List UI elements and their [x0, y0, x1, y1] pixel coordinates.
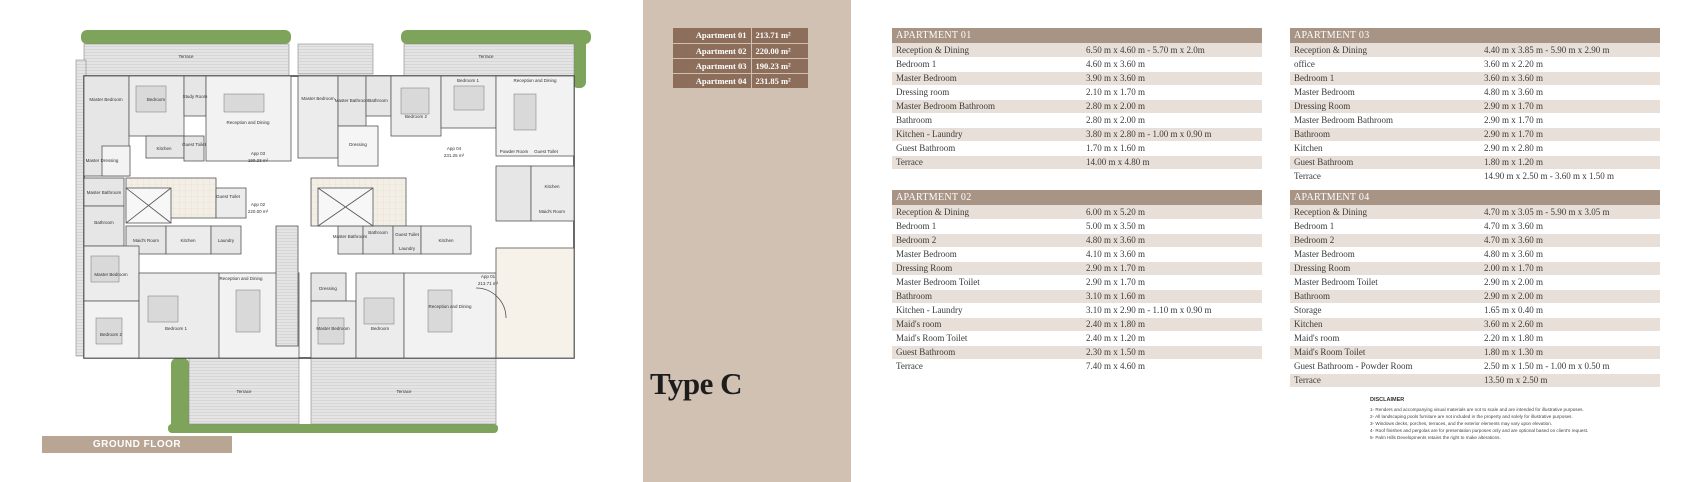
terrace-top-right — [404, 44, 574, 76]
room-size: 2.90 m x 1.70 m — [1480, 113, 1660, 127]
label-room: Master Bathroom — [332, 234, 368, 239]
label-terrace: Terrace — [478, 54, 494, 59]
room-size: 2.80 m x 2.00 m — [1082, 99, 1262, 113]
room-name: Master Bedroom Bathroom — [892, 99, 1082, 113]
label-room: Bedroom 1 — [164, 326, 188, 331]
label-room: Master Bedroom — [94, 272, 128, 277]
room-name: Terrace — [892, 155, 1082, 169]
label-app03: App 03 — [250, 151, 266, 156]
room-name: Bedroom 1 — [892, 219, 1082, 233]
room-size: 2.50 m x 1.50 m - 1.00 m x 0.50 m — [1480, 359, 1660, 373]
table-row — [1290, 57, 1660, 71]
room-size: 1.80 m x 1.20 m — [1480, 155, 1660, 169]
label-room: Laundry — [217, 238, 235, 243]
table-row — [1290, 261, 1660, 275]
label-room: Master Bedroom — [316, 326, 350, 331]
room-size: 1.70 m x 1.60 m — [1082, 141, 1262, 155]
label-room: Bedroom 2 — [99, 332, 123, 337]
room-name: Terrace — [1290, 169, 1480, 183]
room-name: Master Bedroom — [1290, 85, 1480, 99]
table-row — [1290, 317, 1660, 331]
label-room: Reception and Dining — [219, 276, 263, 281]
room-name: Guest Bathroom — [892, 141, 1082, 155]
table-row — [892, 345, 1262, 359]
label-room: Maid's Room — [538, 209, 566, 214]
room-name: Kitchen - Laundry — [892, 127, 1082, 141]
table-row — [1290, 345, 1660, 359]
room-size: 14.90 m x 2.50 m - 3.60 m x 1.50 m — [1480, 169, 1660, 183]
label-app02-area: 220.00 m² — [247, 209, 269, 214]
table-row — [892, 289, 1262, 303]
room-size: 2.90 m x 2.00 m — [1480, 289, 1660, 303]
room-size: 6.00 m x 5.20 m — [1082, 205, 1262, 219]
room-name: office — [1290, 57, 1480, 71]
label-room: Maid's Room — [132, 238, 160, 243]
room-name: Guest Bathroom — [892, 345, 1082, 359]
room-name: Dressing Room — [892, 261, 1082, 275]
table-row — [1290, 233, 1660, 247]
room-name: Dressing room — [892, 85, 1082, 99]
area-size: 213.71 m² — [751, 28, 808, 43]
room-name: Bathroom — [1290, 127, 1480, 141]
room-size: 1.65 m x 0.40 m — [1480, 303, 1660, 317]
table-row — [892, 57, 1262, 71]
room-name: Master Bedroom Toilet — [1290, 275, 1480, 289]
label-room: Bedroom — [146, 97, 166, 102]
label-room: Bedroom 2 — [404, 114, 428, 119]
table-row — [1290, 289, 1660, 303]
label-room: Master Bedroom — [301, 96, 335, 101]
area-name: Apartment 02 — [673, 43, 751, 58]
table-row — [892, 275, 1262, 289]
label-room: Kitchen — [156, 146, 172, 151]
label-room: Reception and Dining — [513, 78, 557, 83]
apartment-02-table — [892, 190, 1262, 374]
room-size: 4.70 m x 3.05 m - 5.90 m x 3.05 m — [1480, 205, 1660, 219]
area-summary-table — [673, 28, 808, 89]
disclaimer-title: DISCLAIMER — [1370, 397, 1405, 403]
table-row — [1290, 275, 1660, 289]
label-room: Master Bedroom — [89, 97, 123, 102]
room-size: 3.10 m x 1.60 m — [1082, 289, 1262, 303]
label-room: Guest Toilet — [216, 194, 240, 199]
table-row — [1290, 331, 1660, 345]
table-row — [673, 43, 808, 58]
room-size: 6.50 m x 4.60 m - 5.70 m x 2.0m — [1082, 43, 1262, 57]
label-room: Guest Toilet — [182, 142, 206, 147]
room-size: 4.60 m x 3.60 m — [1082, 57, 1262, 71]
room-size: 2.40 m x 1.80 m — [1082, 317, 1262, 331]
room-name: Maid's room — [892, 317, 1082, 331]
table-row — [1290, 247, 1660, 261]
table-row — [1290, 303, 1660, 317]
room-name: Guest Bathroom — [1290, 155, 1480, 169]
room-name: Maid's room — [1290, 331, 1480, 345]
table-row — [673, 73, 808, 88]
room-name: Bathroom — [1290, 289, 1480, 303]
room-size: 4.70 m x 3.60 m — [1480, 219, 1660, 233]
table-row — [1290, 205, 1660, 219]
room-name: Maid's Room Toilet — [892, 331, 1082, 345]
label-room: Master Bathroom — [86, 190, 122, 195]
table-row — [892, 85, 1262, 99]
label-room: Bathroom — [94, 220, 114, 225]
table-row — [892, 233, 1262, 247]
label-room: Bedroom — [370, 326, 390, 331]
room-size: 2.90 m x 2.00 m — [1480, 275, 1660, 289]
label-room: Powder Room — [499, 149, 529, 154]
room-size: 4.10 m x 3.60 m — [1082, 247, 1262, 261]
room-name: Storage — [1290, 303, 1480, 317]
room-size: 5.00 m x 3.50 m — [1082, 219, 1262, 233]
label-room: Bathroom — [368, 98, 388, 103]
room-size: 3.60 m x 2.20 m — [1480, 57, 1660, 71]
label-room: Kitchen — [180, 238, 196, 243]
room-size: 2.90 m x 1.70 m — [1082, 275, 1262, 289]
disclaimer-line: 2- All landscaping pools furniture are not included in the property and solely for illustrative purposes. — [1370, 414, 1573, 419]
label-room: Bedroom 1 — [456, 78, 480, 83]
table-row — [892, 303, 1262, 317]
table-row — [673, 28, 808, 43]
room-size: 2.00 m x 1.70 m — [1480, 261, 1660, 275]
room-size: 2.40 m x 1.20 m — [1082, 331, 1262, 345]
room-size: 7.40 m x 4.60 m — [1082, 359, 1262, 373]
room-name: Terrace — [1290, 373, 1480, 387]
room-size: 2.90 m x 1.70 m — [1480, 99, 1660, 113]
room-size: 2.80 m x 2.00 m — [1082, 113, 1262, 127]
disclaimer-line: 1- Renders and accompanying visual materials are not to scale and are intended for illustrative purposes. — [1370, 407, 1584, 412]
label-room: Dressing — [319, 286, 337, 291]
area-name: Apartment 04 — [673, 73, 751, 88]
table-row — [1290, 373, 1660, 387]
room-name: Bedroom 1 — [1290, 71, 1480, 85]
room-size: 3.80 m x 2.80 m - 1.00 m x 0.90 m — [1082, 127, 1262, 141]
room-name: Kitchen - Laundry — [892, 303, 1082, 317]
area-size: 220.00 m² — [751, 43, 808, 58]
table-row — [892, 71, 1262, 85]
room-size: 2.90 m x 1.70 m — [1082, 261, 1262, 275]
table-row — [892, 141, 1262, 155]
table-row — [1290, 43, 1660, 57]
area-name: Apartment 01 — [673, 28, 751, 43]
table-row — [1290, 141, 1660, 155]
room-size: 2.10 m x 1.70 m — [1082, 85, 1262, 99]
room-name: Terrace — [892, 359, 1082, 373]
table-row — [1290, 169, 1660, 183]
room-name: Master Bedroom Toilet — [892, 275, 1082, 289]
area-name: Apartment 03 — [673, 58, 751, 73]
table-row — [892, 113, 1262, 127]
disclaimer-line: 3- Windows decks, porches, terraces, and the exterior elements may vary upon elevation. — [1370, 421, 1553, 426]
table-row — [1290, 99, 1660, 113]
room-size: 1.80 m x 1.30 m — [1480, 345, 1660, 359]
room-size: 4.40 m x 3.85 m - 5.90 m x 2.90 m — [1480, 43, 1660, 57]
room-name: Dressing Room — [1290, 99, 1480, 113]
table-row — [892, 359, 1262, 373]
room-name: Bathroom — [892, 113, 1082, 127]
room-size: 3.10 m x 2.90 m - 1.10 m x 0.90 m — [1082, 303, 1262, 317]
table-row — [1290, 127, 1660, 141]
room-size: 13.50 m x 2.50 m — [1480, 373, 1660, 387]
table-row — [1290, 113, 1660, 127]
table-row — [892, 155, 1262, 169]
room-name: Bedroom 1 — [1290, 219, 1480, 233]
room-size: 3.60 m x 2.60 m — [1480, 317, 1660, 331]
apartment-04-table — [1290, 190, 1660, 388]
label-app02: App 02 — [250, 202, 266, 207]
label-room: Laundry — [398, 246, 416, 251]
label-terrace: Terrace — [236, 389, 252, 394]
table-row — [892, 331, 1262, 345]
room-size: 4.80 m x 3.60 m — [1480, 247, 1660, 261]
label-app03-area: 190.23 m² — [247, 158, 269, 163]
label-room: Master Dressing — [85, 158, 119, 163]
room-name: Dressing Room — [1290, 261, 1480, 275]
table-row — [1290, 359, 1660, 373]
table-title: APARTMENT 01 — [892, 28, 1262, 43]
table-title: APARTMENT 04 — [1290, 190, 1660, 205]
room-size: 2.90 m x 2.80 m — [1480, 141, 1660, 155]
type-title: Type C — [650, 366, 743, 401]
room-size: 3.90 m x 3.60 m — [1082, 71, 1262, 85]
label-app04: App 04 — [446, 146, 462, 151]
label-room: Reception and Dining — [226, 120, 270, 125]
room-size: 2.90 m x 1.70 m — [1480, 127, 1660, 141]
room-name: Bedroom 2 — [1290, 233, 1480, 247]
terrace-top-left — [84, 44, 289, 76]
room-name: Guest Bathroom - Powder Room — [1290, 359, 1480, 373]
room-name: Master Bedroom Bathroom — [1290, 113, 1480, 127]
label-app01-area: 213.71 m² — [477, 281, 499, 286]
table-row — [1290, 155, 1660, 169]
room-size: 4.70 m x 3.60 m — [1480, 233, 1660, 247]
label-room: Study Room — [182, 94, 208, 99]
label-app04-area: 231.25 m² — [443, 153, 465, 158]
table-row — [673, 58, 808, 73]
table-row — [1290, 85, 1660, 99]
disclaimer — [1370, 397, 1660, 441]
room-name: Kitchen — [1290, 317, 1480, 331]
disclaimer-line: 5- Palm Hills Developments retains the right to make alterations. — [1370, 435, 1501, 440]
label-room: Bathroom — [368, 230, 388, 235]
room-name: Bedroom 2 — [892, 233, 1082, 247]
table-title: APARTMENT 03 — [1290, 28, 1660, 43]
apartment-03-table — [1290, 28, 1660, 184]
ground-floor-plan — [36, 28, 611, 433]
room-size: 4.80 m x 3.60 m — [1082, 233, 1262, 247]
room-name: Reception & Dining — [1290, 205, 1480, 219]
table-row — [892, 127, 1262, 141]
table-title: APARTMENT 02 — [892, 190, 1262, 205]
area-size: 231.85 m² — [751, 73, 808, 88]
label-room: Guest Toilet — [534, 149, 558, 154]
apartment-01-table — [892, 28, 1262, 170]
room-size: 2.30 m x 1.50 m — [1082, 345, 1262, 359]
room-name: Reception & Dining — [892, 205, 1082, 219]
room-size: 4.80 m x 3.60 m — [1480, 85, 1660, 99]
label-room: Kitchen — [544, 184, 560, 189]
table-row — [892, 205, 1262, 219]
table-row — [1290, 219, 1660, 233]
room-name: Reception & Dining — [892, 43, 1082, 57]
table-row — [892, 247, 1262, 261]
room-name: Master Bedroom — [1290, 247, 1480, 261]
room-name: Bedroom 1 — [892, 57, 1082, 71]
disclaimer-line: 4- Roof finishes and pergolas are for presentation purposes only and are optional based on client's request. — [1370, 428, 1589, 433]
label-terrace: Terrace — [178, 54, 194, 59]
label-terrace: Terrace — [396, 389, 412, 394]
room-name: Kitchen — [1290, 141, 1480, 155]
table-row — [892, 99, 1262, 113]
table-row — [892, 219, 1262, 233]
room-name: Bathroom — [892, 289, 1082, 303]
label-room: Reception and Dining — [428, 304, 472, 309]
label-app01: App 01 — [480, 274, 496, 279]
floor-label: GROUND FLOOR — [42, 436, 232, 453]
label-room: Dressing — [349, 142, 367, 147]
label-room: Kitchen — [438, 238, 454, 243]
room-name: Reception & Dining — [1290, 43, 1480, 57]
room-name: Maid's Room Toilet — [1290, 345, 1480, 359]
label-room: Guest Toilet — [395, 232, 419, 237]
label-room: Master Bathroom — [334, 98, 370, 103]
area-size: 190.23 m² — [751, 58, 808, 73]
room-size: 14.00 m x 4.80 m — [1082, 155, 1262, 169]
stair-top — [298, 44, 373, 74]
room-size: 2.20 m x 1.80 m — [1480, 331, 1660, 345]
table-row — [1290, 71, 1660, 85]
room-name: Master Bedroom — [892, 71, 1082, 85]
room-size: 3.60 m x 3.60 m — [1480, 71, 1660, 85]
room-name: Master Bedroom — [892, 247, 1082, 261]
table-row — [892, 261, 1262, 275]
table-row — [892, 317, 1262, 331]
table-row — [892, 43, 1262, 57]
